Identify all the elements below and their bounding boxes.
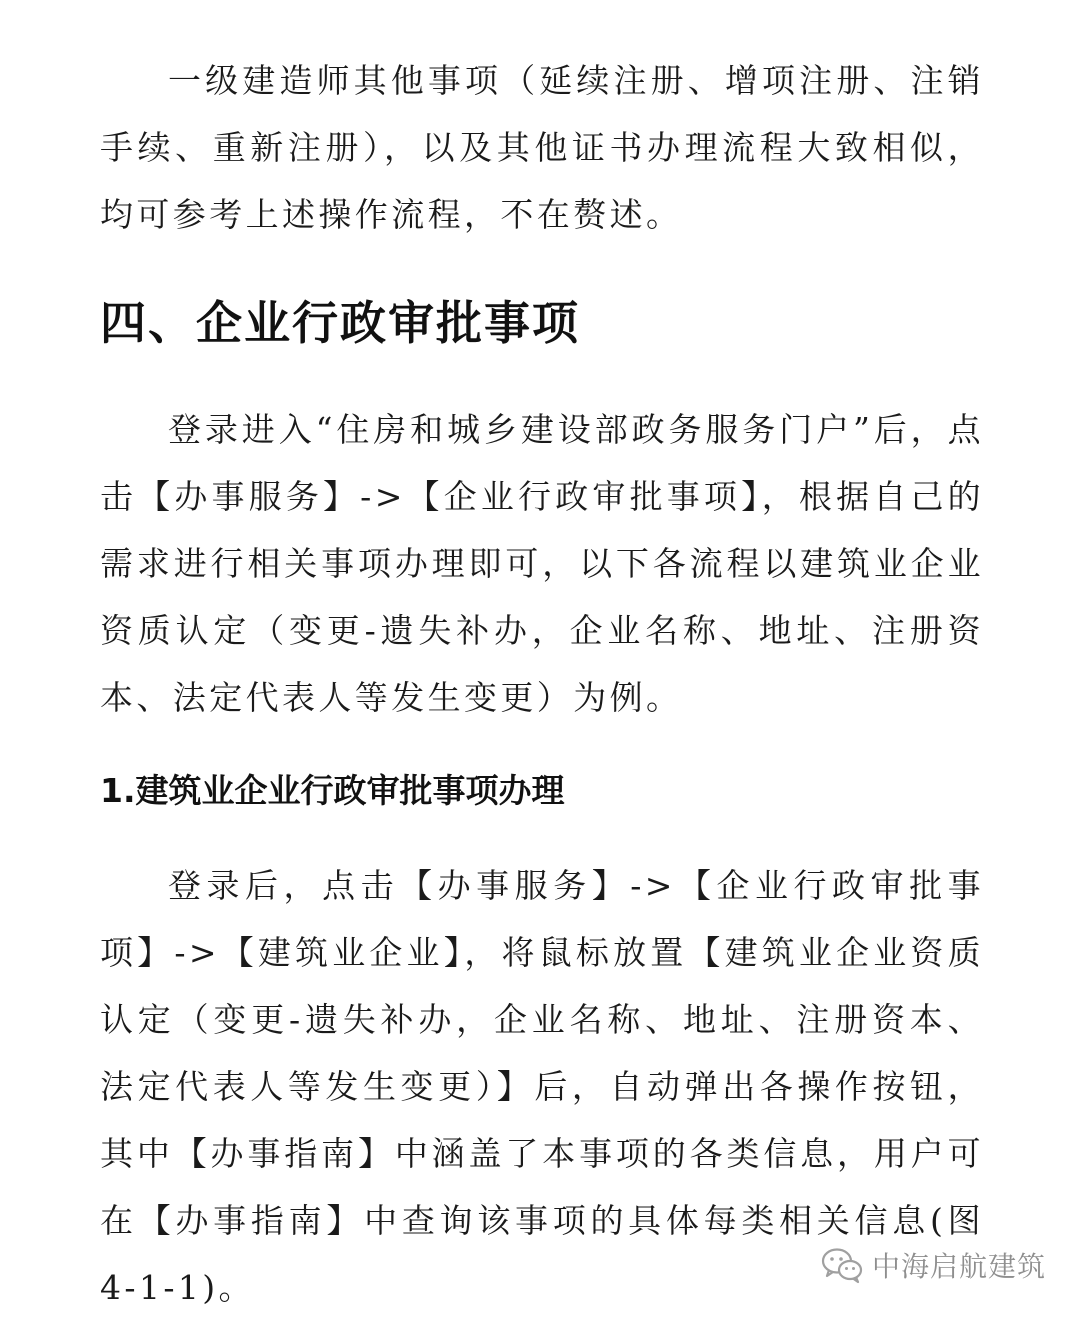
section-intro-paragraph: 登录进入“住房和城乡建设部政务服务门户”后，点击【办事服务】->【企业行政审批事项】，根据自己的需求进行相关事项办理即可，以下各流程以建筑业企业资质认定（变更-遗失补办，企业名称、地址、注册资本、法定代表人等发生变更）为例。 bbox=[100, 410, 984, 717]
section-heading: 四、企业行政审批事项 bbox=[100, 296, 580, 350]
wechat-icon bbox=[820, 1246, 864, 1284]
watermark-text: 中海启航建筑 bbox=[871, 1250, 1046, 1283]
intro-paragraph: 一级建造师其他事项（延续注册、增项注册、注销手续、重新注册），以及其他证书办理流程大致相似，均可参考上述操作流程，不在赘述。 bbox=[100, 61, 984, 234]
subsection-paragraph: 登录后，点击【办事服务】->【企业行政审批事项】->【建筑业企业】，将鼠标放置【建筑业企业资质认定（变更-遗失补办，企业名称、地址、注册资本、法定代表人等发生变更）】后，自动弹出各操作按钮，其中【办事指南】中涵盖了本事项的各类信息，用户可在【办事指南】中查询该事项的具体每类相关信息(图 4-1-1)。 bbox=[100, 866, 984, 1307]
subsection-heading: 1.建筑业企业行政审批事项办理 bbox=[100, 771, 565, 810]
wechat-watermark bbox=[820, 1243, 1046, 1287]
